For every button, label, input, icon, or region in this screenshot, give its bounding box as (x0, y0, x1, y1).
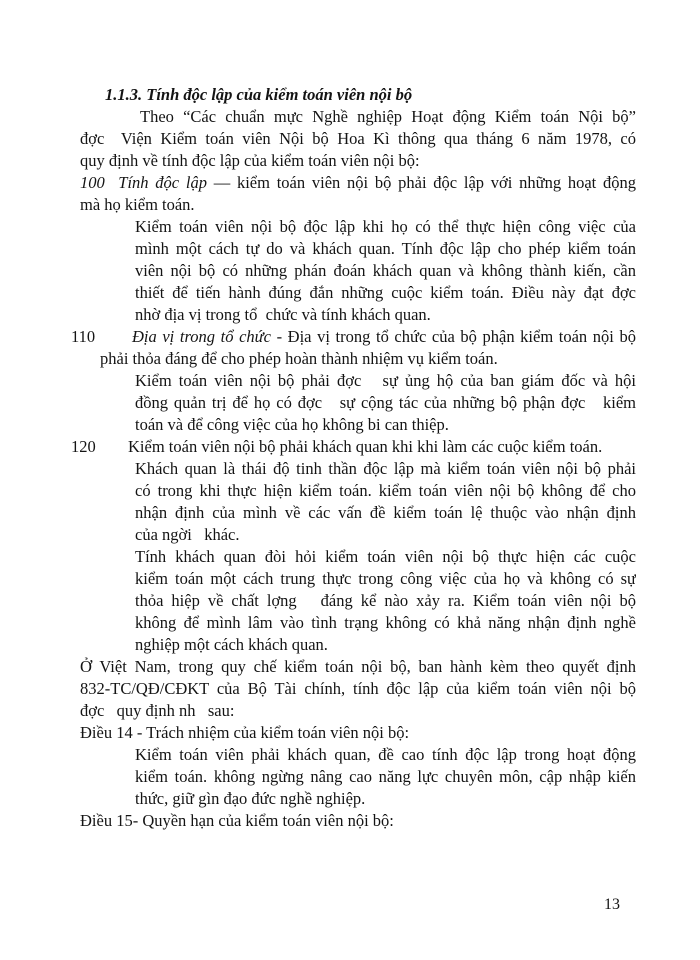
text-line: đợc Viện Kiểm toán viên Nội bộ Hoa Kì thông qua tháng 6 năm 1978, có (80, 129, 636, 148)
text-line: Kiểm toán viên nội bộ phải đợc sự ủng hộ của ban giám đốc và hội (135, 371, 636, 390)
text-line: có trong khi thực hiện kiểm toán. kiểm toán viên nội bộ không để cho (135, 481, 636, 500)
text-line: viên nội bộ có những phán đoán khách quan và không thành kiến, cần (135, 261, 636, 280)
margin-number-120: 120 (71, 437, 96, 456)
text-line: Khách quan là thái độ tinh thần độc lập mà kiểm toán viên nội bộ phải (135, 459, 636, 478)
text-line: kiểm toán. không ngừng nâng cao năng lực chuyên môn, cập nhập kiến (135, 767, 636, 786)
text-line: 832-TC/QĐ/CĐKT của Bộ Tài chính, tính độc lập của kiểm toán viên nội bộ (80, 679, 636, 698)
text-line: Tính khách quan đòi hỏi kiểm toán viên nội bộ thực hiện các cuộc (135, 547, 636, 566)
text-line: thiết để tiến hành đúng đắn những cuộc kiểm toán. Điều này đạt đợc (135, 283, 636, 302)
text-line: đợc quy định nh sau: (80, 701, 235, 720)
para-intro (80, 106, 636, 172)
text-line: đồng quản trị để họ có đợc sự cộng tác của những bộ phận đợc kiểm (135, 393, 636, 412)
para-110 (71, 326, 636, 370)
text-line: Điều 15- Quyền hạn của kiểm toán viên nội bộ: (80, 811, 394, 830)
text-line: 1.1.3. Tính độc lập của kiểm toán viên nội bộ (105, 85, 413, 104)
text-line: 100 Tính độc lập — kiểm toán viên nội bộ phải độc lập với những hoạt động (80, 173, 636, 192)
text-line: thỏa hiệp về chất lợng đáng kể nào xảy ra. Kiểm toán viên nội bộ (135, 591, 636, 610)
para-100 (80, 172, 636, 216)
text-line: thức, giữ gìn đạo đức nghề nghiệp. (135, 789, 366, 808)
text-line: Kiểm toán viên phải khách quan, đề cao tính độc lập trong hoạt động (135, 745, 636, 764)
para-dieu-14 (80, 722, 636, 744)
text-line: mà họ kiểm toán. (80, 195, 195, 214)
text-line: quy định về tính độc lập của kiểm toán viên nội bộ: (80, 151, 420, 170)
text-line: Kiểm toán viên nội bộ độc lập khi họ có thể thực hiện công việc của (135, 217, 636, 236)
text-line: của ngời khác. (135, 525, 240, 544)
text-line: không để mình lâm vào tình trạng không có khả năng nhận định nghề (135, 613, 636, 632)
text-line: phải thỏa đáng để cho phép hoàn thành nhiệm vụ kiểm toán. (100, 349, 498, 368)
text-line: nhờ địa vị trong tổ chức và tính khách quan. (135, 305, 431, 324)
text-line: Điều 14 - Trách nhiệm của kiểm toán viên nội bộ: (80, 723, 410, 742)
text-line: Theo “Các chuẩn mực Nghề nghiệp Hoạt động Kiểm toán Nội bộ” (140, 107, 636, 126)
margin-number-110: 110 (71, 327, 96, 346)
para-120 (71, 436, 636, 458)
text-line: Ở Việt Nam, trong quy chế kiểm toán nội bộ, ban hành kèm theo quyết định (80, 657, 636, 676)
text-line: Kiểm toán viên nội bộ phải khách quan khi khi làm các cuộc kiểm toán. (128, 437, 603, 456)
text-line: Địa vị trong tổ chức - Địa vị trong tổ chức của bộ phận kiểm toán nội bộ (132, 327, 636, 346)
document-content (71, 84, 636, 832)
para-120-desc-2 (135, 546, 636, 656)
section-heading (105, 84, 636, 106)
text-line: nghiệp một cách khách quan. (135, 635, 328, 654)
text-line: toán và để công việc của họ không bi can thiệp. (135, 415, 449, 434)
text-line: mình một cách tự do và khách quan. Tính độc lập cho phép kiểm toán (135, 239, 636, 258)
para-110-desc (135, 370, 636, 436)
para-120-desc-1 (135, 458, 636, 546)
text-line: nhận định của mình về các vấn đề kiểm toán lệ thuộc vào nhận định (135, 503, 636, 522)
text-line: kiểm toán một cách trung thực trong công việc của họ và không có sự (135, 569, 636, 588)
para-vietnam (80, 656, 636, 722)
para-dieu-14-desc (135, 744, 636, 810)
page-number: 13 (604, 896, 620, 913)
para-dieu-15 (80, 810, 636, 832)
para-100-desc (135, 216, 636, 326)
